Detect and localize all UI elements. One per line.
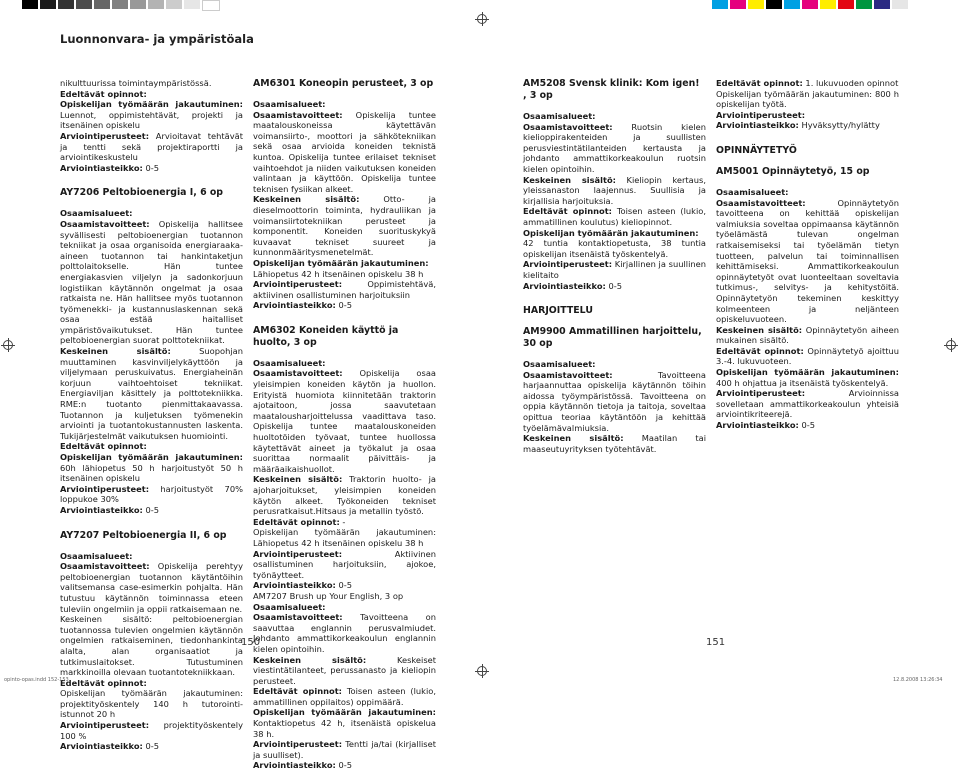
field-label: Osaamistavoitteet: [523,121,613,132]
field-label: Keskeinen sisältö: [523,433,624,444]
field-label: Arviointiasteikko: [253,300,336,311]
color-swatch [40,0,56,9]
course-title: AM5208 Svensk klinik: Kom igen! , 3 op [523,78,700,101]
text-line [60,688,243,720]
field-label: Arviointiasteikko: [253,580,336,591]
column-4 [716,78,899,431]
column-3 [523,78,706,454]
text-line [60,219,243,346]
text-line [253,655,436,687]
text-line [523,281,706,292]
field-label: Osaamisalueet: [253,99,326,109]
field-label: Osaamisalueet: [60,550,133,561]
field-label: Arviointiasteikko: [716,120,799,131]
color-swatch [712,0,728,9]
field-value: Arvioitavat tehtävät ja tentti sekä projektiraportti ja arviointikeskustelu [60,130,243,163]
field-value: 1. lukuvuoden opinnot [802,78,899,88]
field-text: 42 tuntia kontaktiopetusta, 38 tuntia opiskelijan itsenäistä työskentelyä. [523,238,706,259]
text-line [253,358,436,369]
text-line [253,686,436,707]
field-label: Keskeinen sisältö: [253,194,360,205]
text-line [60,561,243,614]
field-value: Otto- ja dieselmoottorin toiminta, hydrauliikan ja voimansiirtotekniikan perusteet ja komponentit. Koneiden suorituskykyä kuvaavat tekniset suureet ja kunnonmääritysmenetelmät. [253,194,436,258]
field-label: Keskeinen sisältö: [716,324,803,335]
page-number-left: 150 [241,637,261,648]
course-title: AY7207 Peltobioenergia II, 6 op [60,529,227,541]
course-title: AY7206 Peltobioenergia I, 6 op [60,187,224,199]
field-label: Arviointiperusteet: [253,279,343,290]
field-label: Arviointiperusteet: [523,259,613,270]
course-body [253,99,436,311]
field-label: Osaamistavoitteet: [253,109,343,120]
field-value: 400 h ohjattua ja itsenäistä työskentelyä. [716,377,889,388]
field-value: 0-5 [335,300,353,311]
text-line [716,89,899,110]
color-swatch [184,0,200,9]
field-label: Osaamisalueet: [523,111,596,121]
color-swatch [22,0,38,9]
field-value: 0-5 [335,760,353,771]
field-label: Edeltävät opinnot: [60,677,147,688]
course-title: AM6302 Koneiden käyttö ja huolto, 3 op [253,324,399,348]
field-label: Osaamistavoitteet: [60,561,150,572]
field-text: Opiskelijan työmäärän jakautuminen: Lähiopetus 42 h itsenäinen opiskelu 38 h [253,527,436,548]
field-label: Opiskelijan työmäärän jakautuminen: [253,257,429,268]
field-value: Maatilan tai maaseutuyrityksen työtehtävät. [523,433,706,454]
section-title: Luonnonvara- ja ympäristöala [60,32,254,46]
field-label: Arviointiperusteet: [253,548,343,559]
text-line [523,122,706,175]
text-line [60,99,243,131]
text-line [253,110,436,195]
field-value: harjoitustyöt 70% loppukoe 30% [60,483,243,505]
field-value: Opiskelija osaa yleisimpien koneiden käytön ja huollon. Erityistä huomiota kiinnitetään traktorin ajotaitoon, jossa saavutetaan maatalousharjoittelussa vaadittava taso. Opiskelija tuntee maatalouskoneiden huoltotöiden työvaat, tuntee huollossa käytettävät aineet ja työkalut ja osaa suorittaa normaalit päivittäis- ja määräaikaishuollot. [253,368,436,474]
course-body [716,187,899,431]
registration-mark-icon [3,340,13,350]
color-swatch [94,0,110,9]
intro-block [716,78,899,131]
column-2 [253,78,436,771]
text-line [60,163,243,174]
text-line [523,206,706,227]
field-label: Arviointiasteikko: [60,162,143,173]
field-label: Keskeinen sisältö: [523,174,616,185]
registration-mark-icon [946,340,956,350]
text-line [716,420,899,431]
field-label: Keskeinen sisältö: [253,474,343,485]
text-line [60,78,243,89]
color-swatch [748,0,764,9]
course-title: AM9900 Ammatillinen harjoittelu, 30 op [523,326,702,350]
color-swatch [166,0,182,9]
color-swatch [202,0,220,11]
field-label: Arviointiasteikko: [716,420,799,431]
field-value: 0-5 [142,741,160,752]
field-text: Opiskelijan työmäärän jakautuminen: 800 h opiskelijan työtä. [716,88,899,110]
text-line [253,602,436,613]
field-value: Toisen asteen (lukio, ammatillinen koulutus) kieliopinnot. [523,206,706,227]
text-line [716,346,899,367]
field-value: 0-5 [142,504,160,515]
footer-date: 12.8.2008 13:26:34 [893,677,943,683]
color-swatch [112,0,128,9]
field-value: Keskeiset viestintätilanteet, perussanasto ja kieliopin perusteet. [253,654,436,686]
text-line [60,551,243,562]
field-value: 0-5 [798,420,816,431]
text-line [253,474,436,516]
text-line [253,527,436,548]
text-line [523,259,706,280]
color-swatches-right [712,0,908,9]
field-value: Luennot, oppimistehtävät, projekti ja itsenäinen opiskelu [60,109,243,131]
field-label: Arviointiperusteet: [716,109,806,120]
field-label: Osaamistavoitteet: [716,197,806,208]
course-body [523,111,706,291]
field-value: Tavoitteena on saavuttaa englannin perusvalmiudet. Johdanto ammattikorkeakoulun englannin kielen opintoihin. [253,612,436,654]
field-label: Osaamistavoitteet: [523,369,613,380]
text-line [60,131,243,163]
text-line [523,228,706,239]
field-value: 0-5 [335,580,353,591]
field-label: Osaamistavoitteet: [253,612,343,623]
footer-file: opinto-opas.indd 152-153 [4,677,69,683]
field-value: projektityöskentely 100 % [60,720,243,741]
field-label: Edeltävät opinnot: [253,686,342,697]
field-label: Arviointiasteikko: [253,760,336,771]
field-value: Hyväksytty/hylätty [798,120,880,131]
field-value: - [339,516,346,527]
text-line [716,325,899,346]
text-line [60,484,243,505]
text-line [716,187,899,198]
intro-block [60,78,243,173]
section-heading: HARJOITTELU [523,305,593,317]
field-label: Edeltävät opinnot: [60,88,147,99]
field-label: Edeltävät opinnot: [523,206,612,217]
field-text: Keskeinen sisältö: peltobioenergian tuotannossa tulevien ongelmien käytännön ongelmien ratkaiseminen, tiedonhankinta alalta, alan organisaatiot ja tutkimuslaitokset. Tutustuminen markkinoilla olevaan tuotantotekniikkaan. [60,614,243,678]
field-label: Osaamisalueet: [253,357,326,368]
field-label: Edeltävät opinnot: [716,345,804,356]
course-body [60,208,243,515]
field-label: Osaamisalueet: [253,601,326,612]
text-line [716,388,899,420]
text-line [60,741,243,752]
text-line [253,269,436,280]
field-value: 60h lähiopetus 50 h harjoitustyöt 50 h itsenäinen opiskelu [60,462,243,484]
course-title: AM5001 Opinnäytetyö, 15 op [716,165,870,177]
field-value: Aktiivinen osallistuminen harjoituksiin, ajokoe, työnäytteet. [253,548,436,580]
field-value: 0-5 [142,162,160,173]
text-line [523,433,706,454]
text-line [253,194,436,258]
field-value: Kieliopin kertaus, yleissanaston laajennus. Suullisia ja kirjallisia harjoituksia. [523,174,706,206]
field-text: Opiskelijan työmäärän jakautuminen: projektityöskentely 140 h tutorointi-istunnot 20 h [60,688,243,720]
field-value: Tentti ja/tai (kirjalliset ja suulliset). [253,739,436,760]
text-line [253,549,436,581]
text-line [253,300,436,311]
text-line [60,441,243,452]
field-value: 0-5 [605,280,623,291]
color-swatch [838,0,854,9]
field-label: Arviointiperusteet: [60,130,150,141]
field-value: Opinnäytetyön tavoitteena on kehittää opiskelijan valmiuksia soveltaa oppimaansa käytännön työelämästä tulevan ongelman ratkaisemiseksi tai työelämän tietyn tuotteen, palvelun tai toiminnallisen kehittämiseksi. Ammattikorkeakoulun opinnäytetyöt ovat luonteeltaan soveltavia tutkimus-, selvitys- ja kehitystöitä. Opinnäytetyön tekeminen keskittyy kolmeenteen ja neljänteen opiskeluvuoteen. [716,197,899,325]
field-label: Edeltävät opinnot: [60,441,147,452]
field-text: nikulttuurissa toimintaympäristössä. [60,78,212,88]
field-value: Toisen asteen (lukio, ammatillinen oppilaitos) oppimäärä. [253,686,436,707]
text-line [253,258,436,269]
field-value: Ruotsin kielen kielioppirakenteiden ja suullisten perusviestintätilanteiden kertausta ja johdanto ammattikorkeakoulun ruotsin kielen opintoihin. [523,121,706,174]
text-line [523,111,706,122]
text-line [523,359,706,370]
text-line [60,614,243,678]
registration-mark-icon [477,666,487,676]
field-label: Arviointiasteikko: [60,504,143,515]
field-label: Osaamisalueet: [716,186,789,197]
color-swatch [892,0,908,9]
text-line [523,175,706,207]
text-line [253,591,436,602]
field-value: Traktorin huolto- ja ajoharjoitukset, yleisimpien koneiden käytön alkeet. Työkoneiden tekniset perusratkaisut.Hitsaus ja metallin työstö. [253,474,437,517]
field-value: Opiskelija hallitsee syvällisesti peltobioenergian tuotannon tekniikat ja osaa organisoida energiaraaka-aineen tuotannon tai hankintaketjun polttolaitokselle. Hän tuntee energiakasvien viljelyn ja sadonkorjuun logistiikan käytännön ongelmat ja osaa ratkaista ne. Hän hallitsee myös tuotannon työmenekki- ja kustannuslaskennan sekä osaa estää haitalliset ympäristövaikutukset. Hän tuntee peltobioenergian suorat polttotekniikat. [60,218,243,346]
field-label: Keskeinen sisältö: [60,346,171,357]
field-label: Osaamisalueet: [60,208,133,219]
page-number-right: 151 [706,637,726,648]
field-label: Opiskelijan työmäärän jakautuminen: [60,99,243,110]
text-line [253,739,436,760]
column-1 [60,78,243,752]
text-line [253,612,436,654]
color-swatch [820,0,836,9]
text-line [60,346,243,441]
field-label: Arviointiperusteet: [60,483,150,494]
text-line [60,720,243,741]
text-line [253,707,436,739]
text-line [253,368,436,474]
field-label: Osaamistavoitteet: [253,368,343,379]
text-line [716,120,899,131]
color-swatch [130,0,146,9]
course-title: AM6301 Koneopin perusteet, 3 op [253,78,434,89]
color-swatch [766,0,782,9]
text-line [523,238,706,259]
text-line [716,198,899,325]
field-label: Arviointiperusteet: [60,720,150,731]
color-swatch [730,0,746,9]
text-line [716,110,899,121]
text-line [60,678,243,689]
field-text: AM7207 Brush up Your English, 3 op [253,590,404,601]
color-swatch [76,0,92,9]
field-label: Opiskelijan työmäärän jakautuminen: [253,707,436,718]
text-line [253,279,436,300]
text-line [60,505,243,516]
text-line [716,367,899,388]
field-value: Opiskelija tuntee maatalouskoneissa käytettävän voimansiirto-, moottori ja sähkötekniikan sekä osaa arvioida koneiden teknistä kuntoa. Opiskelija tuntee erilaiset tekniset vaihtoehdot ja niiden vaikutuksen koneiden valintaan ja käyttöön. Opiskelija tuntee teknisen fysiikan alkeet. [253,109,436,194]
text-line [716,78,899,89]
field-value: Arvioinnissa sovelletaan ammattikorkeakoulun yhteisiä arviointikriteerejä. [716,388,899,420]
field-label: Osaamistavoitteet: [60,218,150,229]
color-swatch [148,0,164,9]
color-swatches-left [22,0,220,11]
text-line [253,580,436,591]
field-label: Edeltävät opinnot: [253,516,340,527]
field-value: Tavoitteena harjaannuttaa opiskelija käytännön töihin aidossa työympäristössä. Tavoitteena on oppia käytännön tietoja ja taitoja, soveltaa opittua teoriaa käytäntöön ja kehittää työelämävalmiuksia. [523,369,706,433]
text-line [253,99,436,110]
field-value: Kontaktiopetus 42 h, itsenäistä opiskelua 38 h. [253,718,436,739]
course-body [253,358,436,771]
registration-mark-icon [477,14,487,24]
field-value: Opinnäytetyö ajoittuu 3.-4. lukuvuoteen. [716,345,899,367]
field-label: Arviointiasteikko: [523,280,606,291]
field-value: Suopohjan muuttaminen kasvinviljelykäyttöön ja viljelymaan peruskuivatus. Energiaheinän korjuun vaihtoehtoiset tekniikat. Energiaviljan käsittely ja polttotekniikka. RME:n tuotanto pienmittakaavassa. Tuotannon ja kuljetuksen työmenekin arviointi ja tuotantokustannusten laskenta. Tukijärjestelmät vaikutuksen huomiointi. [60,346,243,441]
course-body [60,551,243,752]
field-label: Opiskelijan työmäärän jakautuminen: [523,227,699,238]
field-label: Edeltävät opinnot: [716,78,803,88]
text-line [523,370,706,434]
field-label: Opiskelijan työmäärän jakautuminen: [60,452,243,462]
course-body [523,359,706,454]
color-swatch [802,0,818,9]
color-swatch [874,0,890,9]
field-label: Arviointiasteikko: [60,741,143,752]
text-line [60,89,243,100]
field-label: Keskeinen sisältö: [253,654,367,665]
text-line [253,517,436,528]
field-label: Arviointiperusteet: [253,739,343,750]
color-swatch [58,0,74,9]
text-line [60,452,243,484]
field-value: Kirjallinen ja suullinen kielitaito [523,259,706,280]
field-text: Lähiopetus 42 h itsenäinen opiskelu 38 h [253,268,424,279]
text-line [253,760,436,771]
field-label: Arviointiperusteet: [716,388,806,399]
field-value: Opiskelija perehtyy peltobioenergian tuotannon käytäntöihin valitsemansa case-esimerkin pohjalta. Hän tutustuu käytännön toiminnassa eteen tuleviin ongelmiin ja oppii ratkaisemaan ne. [60,561,243,614]
color-swatch [856,0,872,9]
field-value: Oppimistehtävä, aktiivinen osallistuminen harjoituksiin [253,279,436,300]
field-label: Opiskelijan työmäärän jakautuminen: [716,367,899,378]
color-swatch [784,0,800,9]
field-label: Osaamisalueet: [523,359,596,370]
text-line [60,208,243,219]
section-heading: OPINNÄYTETYÖ [716,144,797,156]
field-value: Opinnäytetyön aiheen mukainen sisältö. [716,324,899,346]
